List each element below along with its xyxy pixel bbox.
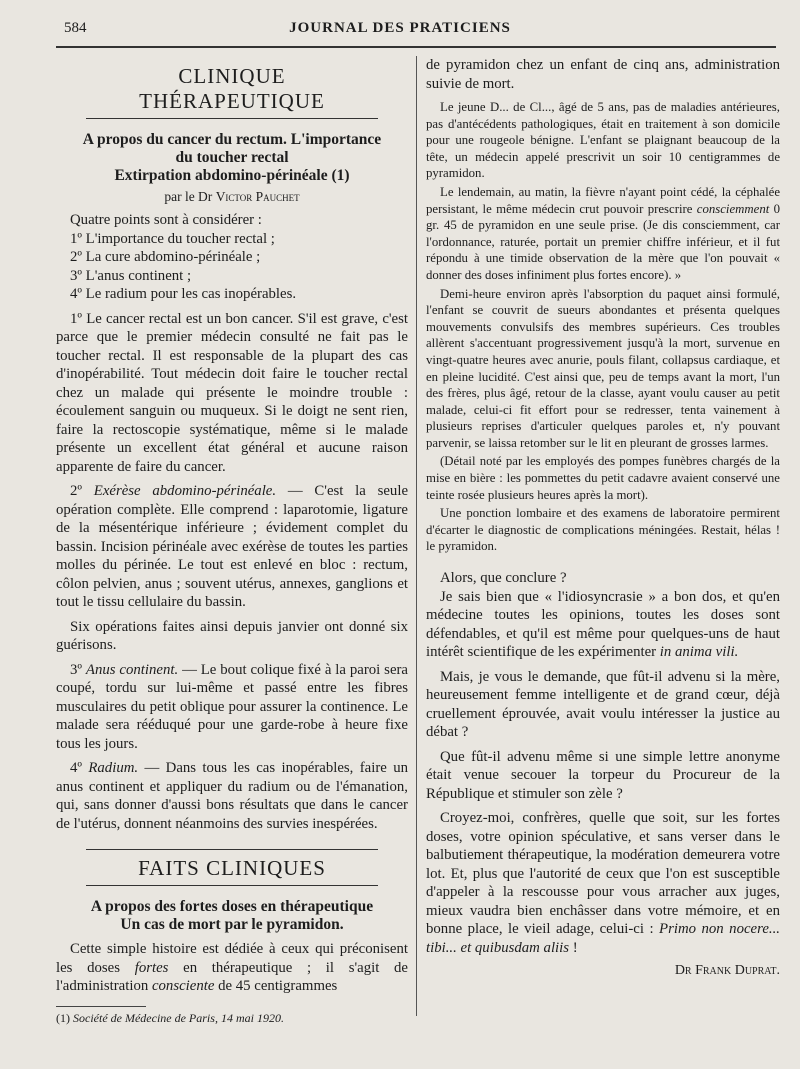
paragraph-text: — Le bout colique fixé à la paroi sera coupé, tordu sur lui-même et passé entre les fibres musculaires du petit oblique pour assurer la continence. Le malade sera rééduqué pour une garde-robe à heure fixe tous les jours.	[56, 661, 409, 752]
article-title	[56, 898, 408, 934]
header-rule	[56, 46, 776, 48]
paragraph-text: 0 gr. 45 de pyramidon en une seule prise. (Je dis consciemment, car l'ordonnance, raturée, portait un premier chiffre inférieur, et il fut répondu à une timide observation de la mère que l'on pouvait « donner des doses infiniment plus fortes encore). »	[426, 201, 780, 282]
intro-line: Quatre points sont à considérer :	[70, 212, 262, 228]
paragraph-text: Je sais bien que « l'idiosyncrasie » a bon dos, et qu'en médecine toutes les opinions, toutes les doses sont défendables, et qu'il est même pour quelques-uns de haut intérêt scientifique de les expérimenter	[426, 588, 780, 661]
paragraph-text: en thérapeutique ; il s'agit de l'administration	[56, 959, 408, 994]
footnote	[56, 1011, 408, 1026]
paragraph: Le jeune D... de Cl..., âgé de 5 ans, pas de maladies antérieures, pas d'antécédents pathologiques, était en traitement à son domicile pour une rougeole bénigne. L'enfant se plaignant beaucoup de la tête, un médecin appelé prescrivit un soir 10 centigrammes de pyramidon.	[426, 100, 780, 181]
right-column	[426, 56, 780, 979]
paragraph-emphasis: fortes	[134, 959, 169, 976]
point-item: 3º L'anus continent ;	[70, 267, 192, 284]
case-report	[426, 99, 780, 555]
paragraph-text: Cette simple histoire est dédiée à ceux qui préconisent les doses	[56, 941, 408, 976]
section-title-faits: FAITS CLINIQUES	[86, 849, 378, 886]
paragraph-text: !	[569, 939, 578, 956]
paragraph: Demi-heure environ après l'absorption du paquet ainsi formulé, l'enfant se couvrit de sueurs abondantes et présenta quelques mouvements convulsifs des membres supérieurs. Ces troubles allèrent s'accentuant progressivement jusqu'à la mort, survenue en vingt-quatre heures avec anurie, pouls filant, collapsus cardiaque, et en pleine lucidité. C'est ainsi que, peu de temps avant la mort, l'un des frères, plus âgé, retour de la classe, ayant voulu causer au petit malade, celui-ci fit effort pour se redresser, tenta vainement à plusieurs reprises d'articuler quelques paroles et, n'y pouvant parvenir, se laissa retomber sur le lit en pleurant de grosses larmes.	[426, 286, 780, 450]
article-title-line: Extirpation abdomino-périnéale (1)	[114, 167, 350, 184]
article-body	[426, 56, 780, 93]
paragraph: de pyramidon chez un enfant de cinq ans, administration suivie de mort.	[426, 57, 780, 92]
paragraph: Alors, que conclure ?	[440, 570, 567, 587]
author-signature: Dr Frank Duprat.	[674, 963, 780, 979]
byline	[56, 189, 408, 205]
paragraph-emphasis: Exérèse abdomino-périnéale.	[93, 483, 277, 499]
paragraph: 1º Le cancer rectal est un bon cancer. S'il est grave, c'est parce que le premier médecin consulté ne fait pas le toucher rectal. Il est responsable de la plupart des cas d'inopérabilité. Tout médecin doit faire le toucher rectal chez un malade qui présente le moindre trouble : écoulement sanguin ou muqueux. Si le doigt ne sent rien, faire la rectoscopie systématique, même si le malade présente un excellent état général et aucune raison apparente de faire du cancer.	[56, 310, 408, 475]
footnote-rule	[56, 1006, 146, 1007]
article-body	[426, 569, 780, 957]
paragraph	[56, 661, 408, 754]
paragraph-text: de 45 centigrammes	[214, 978, 338, 994]
article-title-line: Un cas de mort par le pyramidon.	[120, 916, 344, 933]
paragraph	[56, 759, 408, 833]
point-item: 1º L'importance du toucher rectal ;	[70, 230, 275, 247]
column-divider	[416, 56, 417, 1016]
paragraph-text: Croyez-moi, confrères, quelle que soit, sur les fortes doses, votre opinion spéculative, et sans verser dans le balbutiement thérapeutique, la modération demeurera votre lot. Et, plus que l'autorité de ceux que l'on est susceptible d'appeler à la rescousse pour vous arracher aux juges, mieux vaudra bien enchâsser dans votre mémoire, et en bonne place, le vieil adage, celui-ci :	[426, 810, 780, 938]
byline-prefix: par le Dr	[164, 189, 213, 204]
paragraph: Une ponction lombaire et des examens de laboratoire permirent d'écarter le diagnostic de complications méningées. Restait, hélas ! le pyramidon.	[426, 506, 780, 554]
paragraph-text: — C'est la seule opération complète. Elle comprend : laparotomie, ligature de la mésentérique inférieure ; évidement complet du bassin. Incision périnéale avec exérèse de toutes les parties molles du périnée. Le tout est enlevé en bloc : rectum, côlon pelvien, anus ; souvent utérus, annexes, ganglions et tout le tissu cellulaire du bassin.	[56, 483, 409, 610]
paragraph-lead: 4º	[70, 760, 82, 776]
article-title	[56, 131, 408, 185]
paragraph-emphasis: in anima vili.	[659, 644, 739, 661]
paragraph-emphasis: consciemment	[696, 201, 770, 216]
paragraph-lead: 2º	[70, 483, 82, 499]
article-title-line: A propos du cancer du rectum. L'importance	[82, 131, 382, 148]
paragraph-emphasis: Anus continent.	[85, 661, 179, 678]
article-title-line: du toucher rectal	[175, 149, 289, 166]
point-item: 2º La cure abdomino-périnéale ;	[70, 249, 261, 265]
paragraph-text: — Dans tous les cas inopérables, faire un anus continent et appliquer du radium ou de l'émanation, qui, sans donner d'aussi bons résultats que dans le cancer de l'utérus, donnent néanmoins des survies inespérées.	[56, 760, 409, 832]
article-body	[56, 310, 408, 834]
paragraph	[426, 809, 780, 957]
paragraph-lead: 3º	[70, 661, 82, 678]
paragraph-emphasis: Radium.	[88, 760, 139, 776]
section-title-clinique: CLINIQUE THÉRAPEUTIQUE	[86, 58, 378, 119]
paragraph	[56, 940, 408, 996]
article-body	[56, 940, 408, 996]
article-title-line: A propos des fortes doses en thérapeutique	[90, 898, 374, 915]
paragraph-text: Le lendemain, au matin, la fièvre n'ayant point cédé, la céphalée persistant, le même médecin crut pouvoir prescrire	[426, 184, 780, 216]
paragraph	[426, 184, 780, 284]
footnote-text: Société de Médecine de Paris, 14 mai 1920.	[73, 1010, 284, 1025]
journal-title: JOURNAL DES PRATICIENS	[289, 20, 511, 36]
author-name: Victor Pauchet	[215, 189, 300, 204]
page-number: 584	[64, 20, 87, 36]
paragraph-emphasis: Primo non nocere... tibi... et quibusdam aliis	[426, 921, 780, 956]
paragraph-emphasis: consciente	[151, 978, 215, 994]
point-item: 4º Le radium pour les cas inopérables.	[70, 286, 297, 302]
page-header	[0, 14, 800, 44]
paragraph: Que fût-il advenu même si une simple lettre anonyme était venue secouer la torpeur du Procureur de la République et stimuler son zèle ?	[426, 748, 780, 802]
paragraph	[56, 482, 408, 612]
footnote-number: (1)	[56, 1010, 70, 1025]
paragraph: Six opérations faites ainsi depuis janvier ont donné six guérisons.	[56, 618, 408, 653]
left-column	[56, 56, 408, 1026]
paragraph: Mais, je vous le demande, que fût-il advenu si la mère, heureusement femme intelligente et de grand cœur, déjà cruellement éprouvée, avait voulu intéresser la justice au débat ?	[426, 668, 780, 741]
paragraph: (Détail noté par les employés des pompes funèbres chargés de la mise en bière : les pommettes du petit cadavre avaient conservé une teinte rosée plusieurs heures après la mort).	[426, 454, 780, 502]
paragraph	[426, 588, 780, 662]
